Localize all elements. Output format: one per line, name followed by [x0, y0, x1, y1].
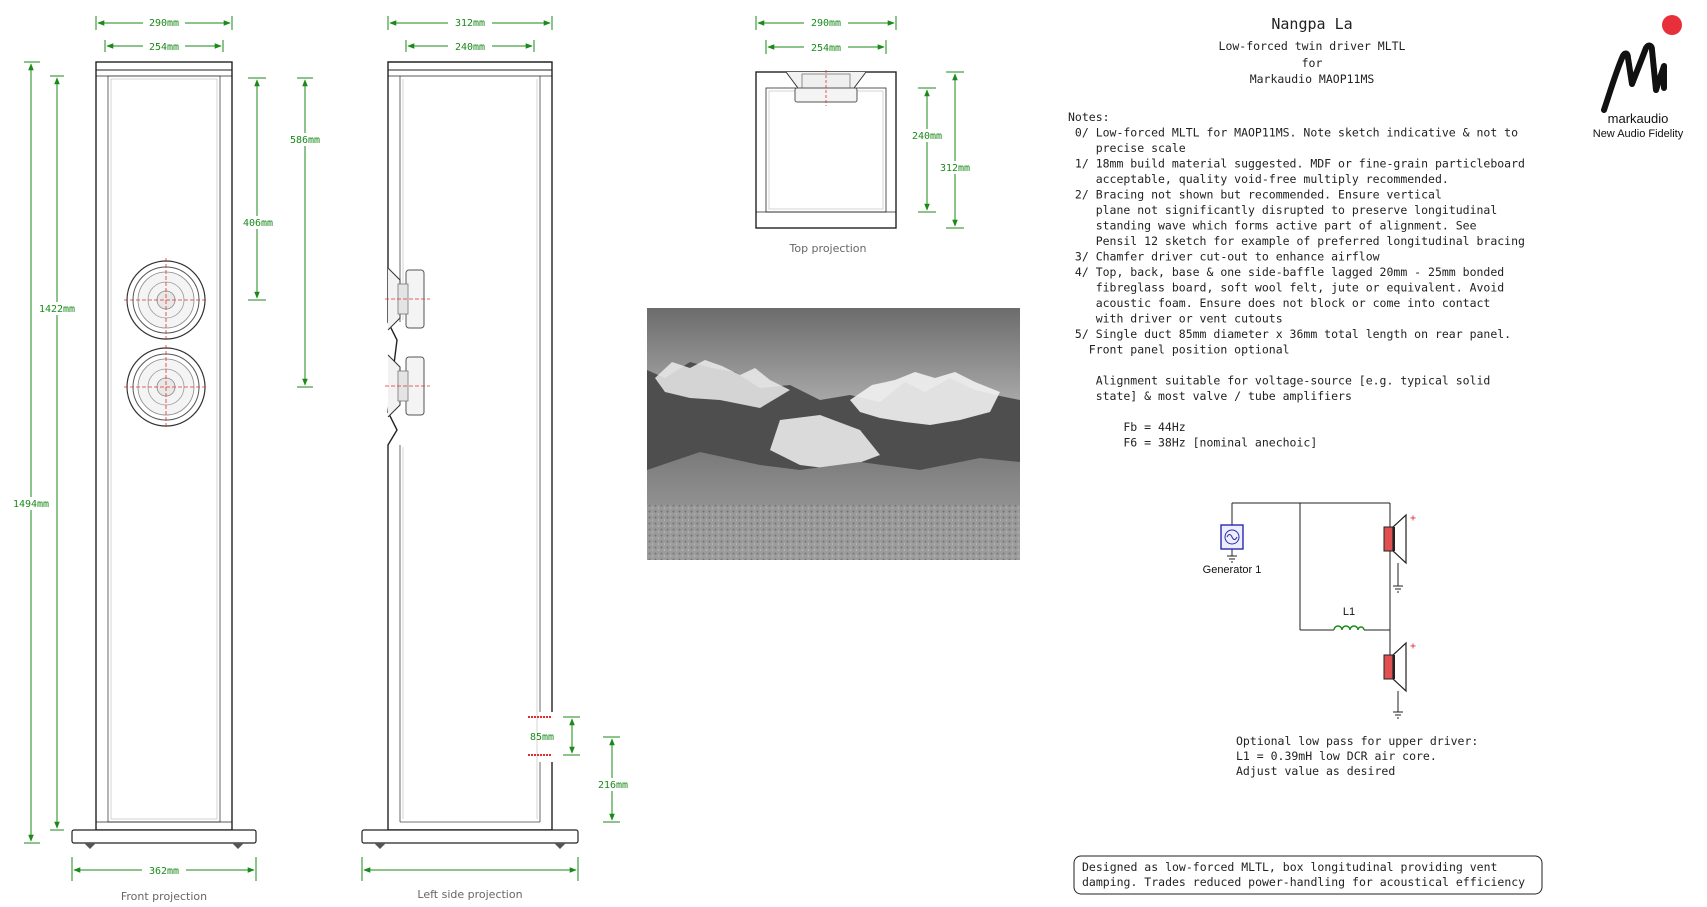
notes-line: 1/ 18mm build material suggested. MDF or fine-grain particleboard — [1068, 156, 1525, 171]
crossover-schematic — [1203, 503, 1479, 778]
notes-line: plane not significantly disrupted to preserve longitudinal — [1068, 203, 1498, 217]
notes-line: Notes: — [1068, 110, 1110, 124]
top-dim-290: 290mm — [810, 18, 842, 29]
notes-line: Pensil 12 sketch for example of preferred longitudinal bracing — [1068, 234, 1525, 248]
front-dim-362: 362mm — [148, 866, 180, 877]
top-dim-254: 254mm — [810, 43, 842, 54]
side-driver-upper — [385, 268, 430, 330]
inductor-symbol — [1334, 626, 1364, 630]
notes-line: state] & most valve / tube amplifiers — [1068, 389, 1352, 403]
footer-line-1: Designed as low-forced MLTL, box longitudinal providing vent — [1082, 860, 1498, 874]
notes-line: F6 = 38Hz [nominal anechoic] — [1068, 435, 1318, 450]
notes-line: precise scale — [1068, 141, 1186, 155]
top-driver — [786, 70, 866, 106]
front-dim-1422: 1422mm — [38, 304, 76, 315]
notes-line: Fb = 44Hz — [1068, 420, 1186, 434]
side-caption: Left side projection — [417, 888, 523, 901]
generator-label: Generator 1 — [1202, 564, 1262, 576]
side-dim-312: 312mm — [454, 18, 486, 29]
logo-red-dot — [1662, 15, 1682, 35]
notes-line: Alignment suitable for voltage-source [e.g. typical solid — [1068, 373, 1491, 388]
front-caption: Front projection — [120, 890, 208, 903]
front-plinth — [72, 830, 256, 843]
notes-line: 3/ Chamfer driver cut-out to enhance airflow — [1068, 249, 1380, 264]
markaudio-logo — [1593, 15, 1684, 140]
front-projection — [10, 16, 325, 903]
schematic-note-line-2: L1 = 0.39mH low DCR air core. — [1236, 749, 1437, 763]
subtitle-line-1: Low-forced twin driver MLTL — [1218, 39, 1406, 53]
subtitle-line-2: for — [1301, 56, 1323, 70]
notes-line: 2/ Bracing not shown but recommended. Ensure vertical — [1068, 187, 1442, 202]
side-driver-lower — [385, 355, 430, 417]
inductor-label: L1 — [1342, 606, 1356, 618]
side-projection — [362, 16, 633, 901]
notes-line: fibreglass board, soft wool felt, jute or equivalent. Avoid — [1068, 280, 1505, 295]
logo-brand-name: markaudio — [1607, 111, 1669, 126]
top-dim-312: 312mm — [939, 163, 971, 174]
top-caption: Top projection — [789, 242, 867, 255]
notes-line: Front panel position optional — [1068, 342, 1290, 357]
mountain-photo — [647, 308, 1020, 560]
top-projection — [756, 16, 975, 255]
footer-box — [1074, 856, 1542, 894]
notes-line: acoustic foam. Ensure does not block or come into contact — [1068, 296, 1491, 310]
speaker-lower-symbol — [1384, 641, 1416, 718]
footer-line-2: damping. Trades reduced power-handling for acoustical efficiency — [1082, 875, 1526, 889]
side-dim-216: 216mm — [597, 780, 629, 791]
logo-tagline: New Audio Fidelity — [1592, 128, 1684, 140]
front-cabinet-outer — [96, 62, 232, 830]
svg-text:+: + — [1410, 641, 1417, 652]
speaker-upper-symbol — [1384, 503, 1416, 592]
front-dim-1494: 1494mm — [12, 499, 50, 510]
side-dim-240: 240mm — [454, 42, 486, 53]
side-plinth — [362, 830, 578, 843]
schematic-note-line-3: Adjust value as desired — [1236, 764, 1396, 778]
sheet-title: Nangpa La — [1271, 15, 1353, 33]
notes-line: acceptable, quality void-free multiply recommended. — [1068, 172, 1449, 186]
notes-line: standing wave which forms active part of alignment. See — [1068, 218, 1477, 233]
logo-m-mark — [1604, 46, 1664, 110]
front-dim-254: 254mm — [148, 42, 180, 53]
notes-line: 0/ Low-forced MLTL for MAOP11MS. Note sketch indicative & not to — [1068, 125, 1519, 140]
front-dim-586: 586mm — [289, 135, 321, 146]
notes-line: with driver or vent cutouts — [1068, 311, 1283, 326]
side-cabinet-outline — [388, 62, 555, 830]
front-dim-290: 290mm — [148, 18, 180, 29]
schematic-note-line-1: Optional low pass for upper driver: — [1236, 734, 1479, 748]
notes-block — [1068, 110, 1525, 450]
top-dim-240: 240mm — [911, 131, 943, 142]
subtitle-line-3: Markaudio MAOP11MS — [1249, 72, 1375, 86]
notes-line: 5/ Single duct 85mm diameter x 36mm total length on rear panel. — [1068, 327, 1512, 341]
side-dim-85: 85mm — [529, 732, 555, 743]
generator-symbol — [1221, 525, 1243, 562]
svg-text:+: + — [1410, 513, 1417, 524]
front-dim-406: 406mm — [242, 218, 274, 229]
notes-line: 4/ Top, back, base & one side-baffle lagged 20mm - 25mm bonded — [1068, 265, 1505, 279]
